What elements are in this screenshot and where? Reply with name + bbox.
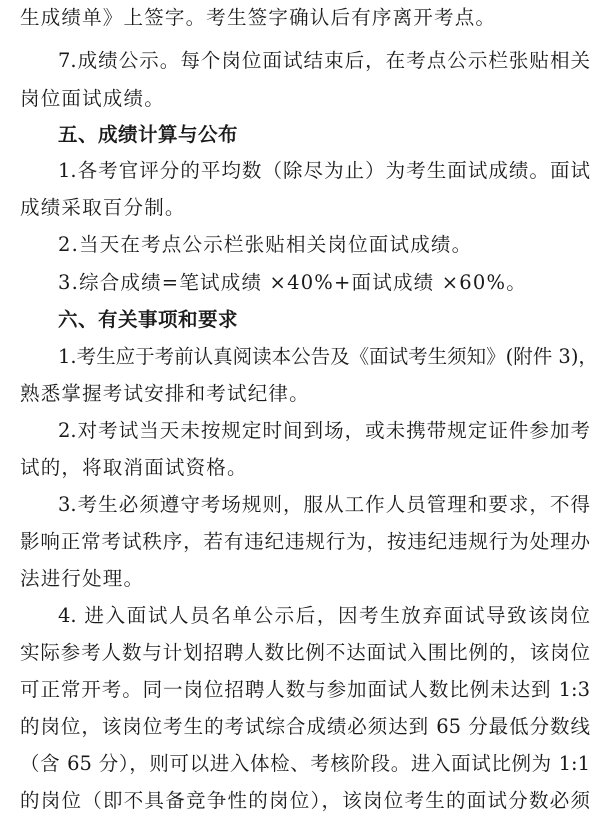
text-line: 可正常开考。同一岗位招聘人数与参加面试人数比例未达到 1:3 bbox=[20, 678, 590, 701]
text-line: 法进行处理。 bbox=[20, 567, 145, 590]
text-line: 岗位面试成绩。 bbox=[20, 87, 165, 110]
text-line: 影响正常考试秩序，若有违纪违规行为，按违纪违规行为处理办 bbox=[20, 530, 590, 553]
text-line: 生成绩单》上签字。考生签字确认后有序离开考点。 bbox=[20, 6, 497, 29]
text-line: 成绩采取百分制。 bbox=[20, 196, 186, 219]
text-line: 3.综合成绩=笔试成绩 ×40%+面试成绩 ×60%。 bbox=[58, 271, 527, 294]
text-line: （含 65 分），则可以进入体检、考核阶段。进入面试比例为 1:1 bbox=[20, 752, 590, 775]
text-line: 1.考生应于考前认真阅读本公告及《面试考生须知》(附件 3)， bbox=[58, 345, 598, 368]
text-line: 3.考生必须遵守考场规则，服从工作人员管理和要求，不得 bbox=[58, 493, 590, 516]
text-line: 的岗位（即不具备竞争性的岗位），该岗位考生的面试分数必须 bbox=[20, 789, 590, 812]
text-line: 1.各考官评分的平均数（除尽为止）为考生面试成绩。面试 bbox=[58, 159, 590, 182]
section-heading: 六、有关事项和要求 bbox=[58, 308, 239, 331]
text-line: 4. 进入面试人员名单公示后，因考生放弃面试导致该岗位 bbox=[58, 604, 590, 627]
text-line: 2.当天在考点公示栏张贴相关岗位面试成绩。 bbox=[58, 233, 473, 256]
text-line: 实际参考人数与计划招聘人数比例不达面试入围比例的，该岗位 bbox=[20, 641, 590, 664]
section-heading: 五、成绩计算与公布 bbox=[58, 123, 239, 146]
text-line: 试的，将取消面试资格。 bbox=[20, 456, 248, 479]
text-line: 的岗位，该岗位考生的考试综合成绩必须达到 65 分最低分数线 bbox=[20, 715, 590, 738]
text-line: 熟悉掌握考试安排和考试纪律。 bbox=[20, 382, 310, 405]
text-line: 7.成绩公示。每个岗位面试结束后，在考点公示栏张贴相关 bbox=[58, 49, 590, 72]
text-line: 2.对考试当天未按规定时间到场，或未携带规定证件参加考 bbox=[58, 419, 590, 442]
